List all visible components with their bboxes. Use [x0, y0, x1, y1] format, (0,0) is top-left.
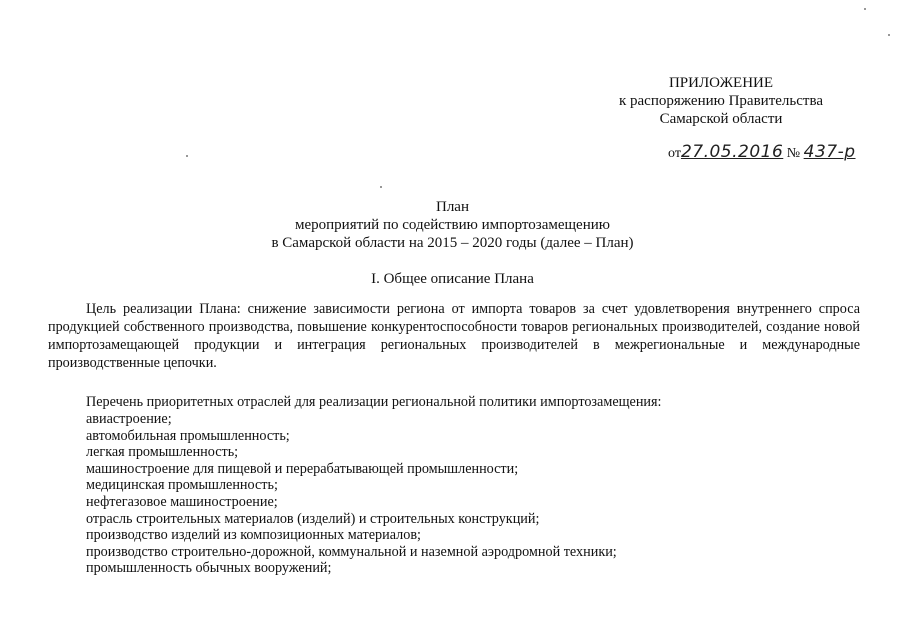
- scan-speck: [888, 34, 890, 36]
- list-item: машиностроение для пищевой и перерабатывающей промышленности;: [86, 460, 519, 477]
- list-item: авиастроение;: [86, 411, 172, 427]
- plan-title: План: [435, 199, 469, 215]
- annex-title: ПРИЛОЖЕНИЕ: [668, 75, 774, 91]
- list-item: нефтегазовое машиностроение;: [86, 493, 278, 510]
- scan-speck: [380, 186, 382, 188]
- scan-speck: [864, 8, 866, 10]
- signature-line: [668, 142, 856, 166]
- handwritten-date: 27.05.2016: [680, 142, 784, 162]
- list-item: отрасль строительных материалов (изделий) и строительных конструкций;: [86, 510, 540, 527]
- section-heading: I. Общее описание Плана: [371, 271, 534, 287]
- date-prefix: от: [668, 146, 681, 161]
- list-item: медицинская промышленность;: [86, 477, 278, 494]
- goal-paragraph: Цель реализации Плана: снижение зависимости региона от импорта товаров за счет удовлетворения внутреннего спроса продукцией собственного производства, повышение конкурентоспособности товаров региональных производителей, создание новой импортозамещающей продукции и интеграция региональных производителей в межрегиональные и международные производственные цепочки.: [48, 301, 860, 371]
- number-label: №: [786, 146, 801, 161]
- list-item: промышленность обычных вооружений;: [86, 560, 332, 577]
- scan-speck: [186, 155, 188, 157]
- annex-line-2: к распоряжению Правительства: [618, 93, 823, 109]
- annex-line-3: Самарской области: [659, 111, 783, 127]
- annex-header: [591, 74, 851, 128]
- list-item: автомобильная промышленность;: [86, 427, 290, 444]
- priority-list-heading: Перечень приоритетных отраслей для реализации региональной политики импортозамещения:: [86, 394, 662, 410]
- handwritten-number: 437-р: [803, 142, 856, 162]
- plan-title-line-2: мероприятий по содействию импортозамещению: [295, 217, 610, 233]
- plan-title-line-3: в Самарской области на 2015 – 2020 годы (далее – План): [271, 235, 634, 251]
- list-item: производство изделий из композиционных материалов;: [86, 527, 421, 544]
- priority-list: [86, 411, 617, 577]
- list-item: производство строительно-дорожной, коммунальной и наземной аэродромной техники;: [86, 543, 617, 560]
- list-item: легкая промышленность;: [86, 444, 239, 461]
- plan-title-block: [0, 198, 905, 252]
